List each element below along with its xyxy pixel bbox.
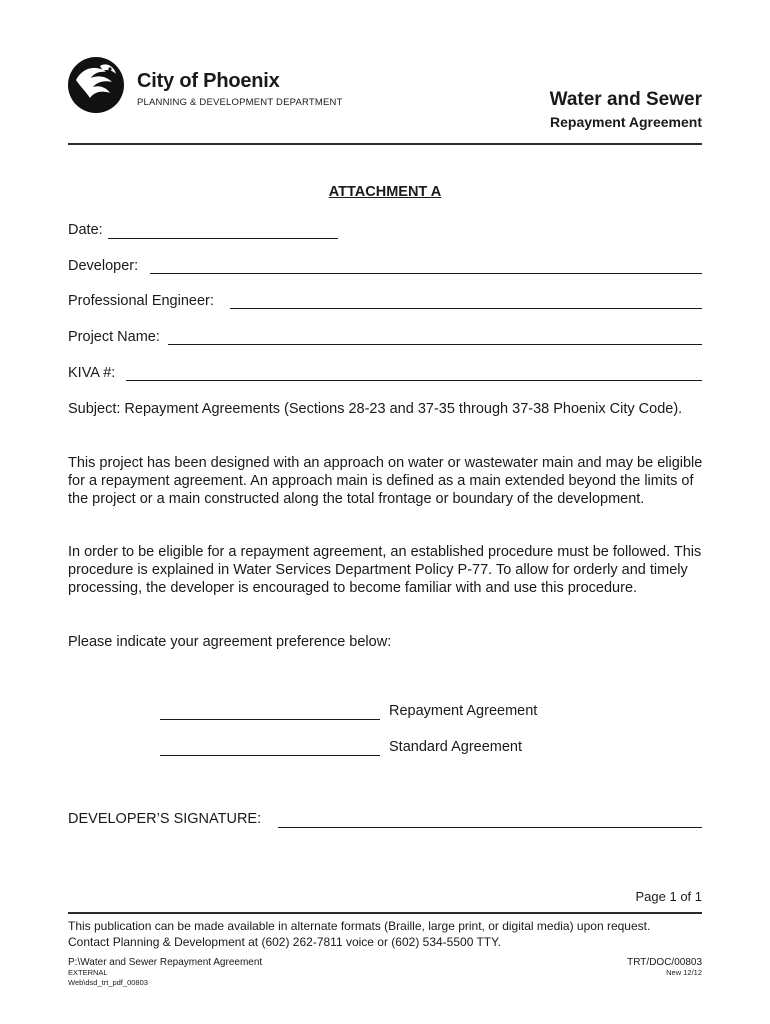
notice-line-1: This publication can be made available in alternate formats (Braille, large print, or digital media) upon request. [68,919,651,933]
revision-date: New 12/12 [666,968,702,977]
engineer-field[interactable] [230,308,702,309]
date-field[interactable] [108,238,338,239]
attachment-title: ATTACHMENT A [328,184,442,200]
repayment-option-label: Repayment Agreement [389,703,538,719]
header-divider [68,143,702,145]
org-name: City of Phoenix [137,70,280,92]
signature-field[interactable] [278,827,702,828]
accessibility-notice [68,918,718,950]
document-id: TRT/DOC/00803 [627,957,702,968]
procedure-paragraph: In order to be eligible for a repayment agreement, an established procedure must be followed. This procedure is explained in Water Services Department Policy P-77. To allow for orderly and timely processing, the developer is encouraged to become familiar with and use this procedure. [68,544,702,596]
project-name-field[interactable] [168,344,702,345]
standard-option-label: Standard Agreement [389,739,523,755]
kiva-field[interactable] [126,380,702,381]
kiva-label: KIVA #: [68,365,116,381]
preference-prompt: Please indicate your agreement preference below: [68,634,392,650]
phoenix-bird-logo [66,54,126,116]
document-title: Water and Sewer [549,89,702,110]
standard-option-line[interactable] [160,755,380,756]
footer-divider [68,912,702,914]
signature-label: DEVELOPER’S SIGNATURE: [68,811,262,827]
page-number: Page 1 of 1 [635,889,702,904]
repayment-option-line[interactable] [160,719,380,720]
developer-field[interactable] [150,273,702,274]
approach-paragraph: This project has been designed with an approach on water or wastewater main and may be eligible for a repayment agreement. An approach main is defined as a main extended beyond the limits of the project or a main constructed along the total frontage or boundary of the development. [68,455,703,507]
date-label: Date: [68,222,103,238]
file-path: P:\Water and Sewer Repayment Agreement [68,957,263,968]
web-path: Web\dsd_trt_pdf_00803 [68,978,148,987]
developer-label: Developer: [68,258,139,274]
project-name-label: Project Name: [68,329,160,345]
notice-line-2: Contact Planning & Development at (602) 262-7811 voice or (602) 534-5500 TTY. [68,935,501,949]
external-tag: EXTERNAL [68,968,108,977]
department-name: PLANNING & DEVELOPMENT DEPARTMENT [137,97,343,108]
subject-paragraph: Subject: Repayment Agreements (Sections 28-23 and 37-35 through 37-38 Phoenix City Code). [68,401,683,417]
engineer-label: Professional Engineer: [68,293,214,309]
document-subtitle: Repayment Agreement [550,114,702,130]
